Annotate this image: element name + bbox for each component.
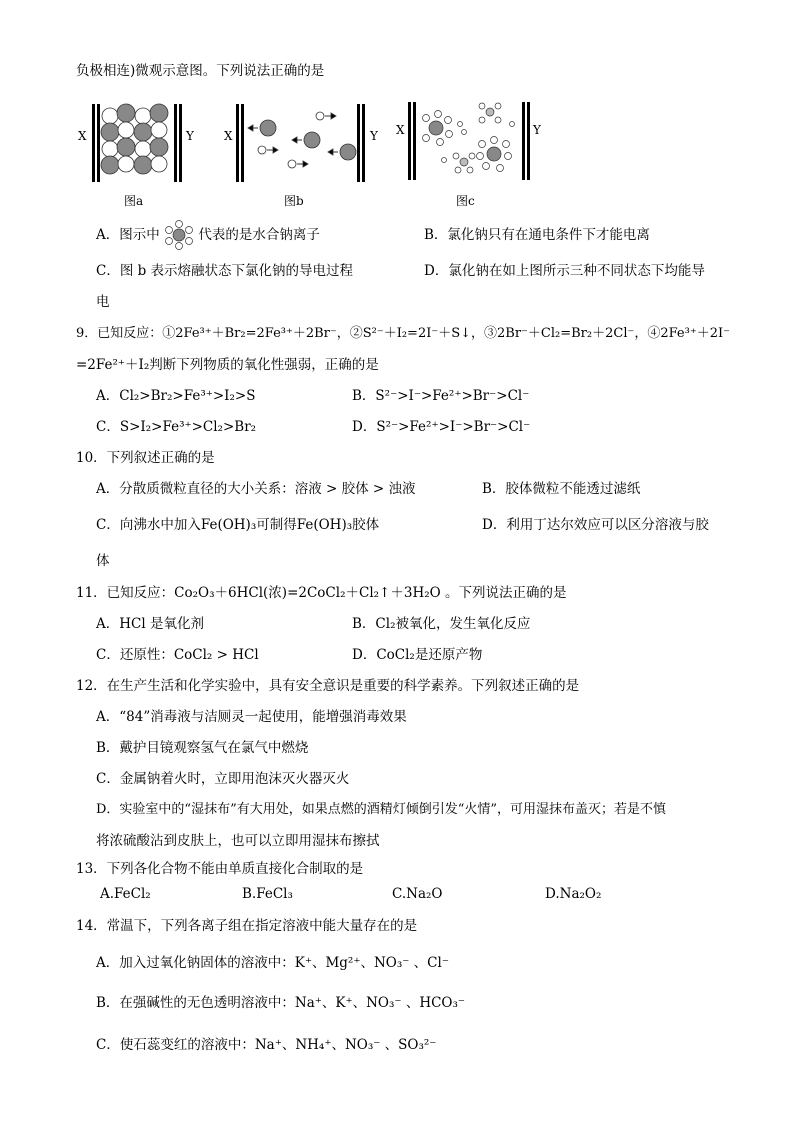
figure-a-y-label: Y [186, 129, 194, 143]
q13-option-a: A.FeCl₂ [100, 886, 151, 902]
q11-option-a: A．HCl 是氧化剂 [96, 616, 204, 632]
q14-stem: 14．常温下，下列各离子组在指定溶液中能大量存在的是 [76, 918, 418, 934]
q13-option-d: D.Na₂O₂ [545, 886, 602, 902]
q10-option-d: D．利用丁达尔效应可以区分溶液与胶 [482, 517, 709, 533]
q14-option-c: C．使石蕊变红的溶液中：Na⁺、NH₄⁺、NO₃⁻ 、SO₃²⁻ [96, 1037, 437, 1053]
q14-option-a: A．加入过氧化钠固体的溶液中：K⁺、Mg²⁺、NO₃⁻ 、Cl⁻ [96, 955, 449, 971]
figure-b-x-label: X [224, 129, 233, 143]
q9-option-a: A．Cl₂>Br₂>Fe³⁺>I₂>S [96, 388, 256, 404]
q13-stem: 13．下列各化合物不能由单质直接化合制取的是 [76, 861, 364, 877]
figure-c [394, 94, 546, 186]
q8-option-a-suffix: 代表的是水合钠离子 [198, 227, 320, 243]
q8-option-c: C．图 b 表示熔融状态下氯化钠的导电过程 [96, 263, 354, 279]
figure-a-caption: 图a [124, 194, 144, 208]
q11-option-b: B．Cl₂被氧化，发生氧化反应 [352, 616, 531, 632]
q12-option-b: B．戴护目镜观察氢气在氯气中燃烧 [96, 740, 309, 756]
q9-option-b: B．S²⁻>I⁻>Fe²⁺>Br⁻>Cl⁻ [352, 388, 530, 404]
q10-option-a: A．分散质微粒直径的大小关系：溶液 > 胶体 > 浊液 [96, 481, 416, 497]
q8-option-d-continued: 电 [96, 294, 110, 310]
q8-option-a [96, 226, 320, 244]
q13-option-c: C.Na₂O [392, 886, 443, 902]
q11-stem: 11．已知反应：Co₂O₃＋6HCl(浓)=2CoCl₂＋Cl₂↑＋3H₂O 。下列说法正确的是 [76, 585, 567, 601]
q8-option-b: B．氯化钠只有在通电条件下才能电离 [424, 227, 650, 243]
q8-option-a-prefix: A．图示中 [96, 227, 160, 243]
figure-c-y-label: Y [533, 123, 541, 137]
intro-text: 负极相连)微观示意图。下列说法正确的是 [76, 63, 325, 79]
q11-option-d: D．CoCl₂是还原产物 [352, 647, 483, 663]
q12-option-d-continued: 将浓硫酸沾到皮肤上，也可以立即用湿抹布擦拭 [96, 833, 380, 849]
q10-stem: 10．下列叙述正确的是 [76, 450, 215, 466]
q10-option-c: C．向沸水中加入Fe(OH)₃可制得Fe(OH)₃胶体 [96, 517, 380, 533]
q12-option-a: A．“84”消毒液与洁厕灵一起使用，能增强消毒效果 [96, 709, 407, 725]
figure-b-y-label: Y [370, 129, 378, 143]
q9-option-c: C．S>I₂>Fe³⁺>Cl₂>Br₂ [96, 419, 257, 435]
q12-stem: 12．在生产生活和化学实验中，具有安全意识是重要的科学素养。下列叙述正确的是 [76, 678, 580, 694]
q9-stem-line2: =2Fe²⁺＋I₂判断下列物质的氧化性强弱，正确的是 [76, 357, 379, 373]
q12-option-c: C．金属钠着火时，立即用泡沫灭火器灭火 [96, 771, 350, 787]
hydrated-ion-icon [164, 220, 194, 250]
figure-c-caption: 图c [456, 194, 475, 208]
q10-option-d-continued: 体 [96, 553, 110, 569]
figure-a-x-label: X [78, 129, 87, 143]
figure-b [222, 100, 392, 186]
q11-option-c: C．还原性：CoCl₂ > HCl [96, 647, 259, 663]
q9-stem-line1: 9．已知反应：①2Fe³⁺＋Br₂=2Fe³⁺＋2Br⁻，②S²⁻＋I₂=2I⁻＋S↓，③2Br⁻＋Cl₂=Br₂＋2Cl⁻，④2Fe³⁺＋2I⁻ [76, 326, 730, 341]
q9-option-d: D．S²⁻>Fe²⁺>I⁻>Br⁻>Cl⁻ [352, 419, 531, 435]
figure-a [76, 100, 206, 186]
figure-b-caption: 图b [284, 194, 304, 208]
q12-option-d: D．实验室中的“湿抹布”有大用处，如果点燃的酒精灯倾倒引发“火情”，可用湿抹布盖灭；若是不慎 [96, 802, 667, 817]
q8-option-d: D．氯化钠在如上图所示三种不同状态下均能导 [424, 263, 705, 279]
q10-option-b: B．胶体微粒不能透过滤纸 [482, 481, 641, 497]
q13-option-b: B.FeCl₃ [242, 886, 293, 902]
figure-c-x-label: X [396, 123, 405, 137]
q14-option-b: B．在强碱性的无色透明溶液中：Na⁺、K⁺、NO₃⁻ 、HCO₃⁻ [96, 995, 466, 1011]
